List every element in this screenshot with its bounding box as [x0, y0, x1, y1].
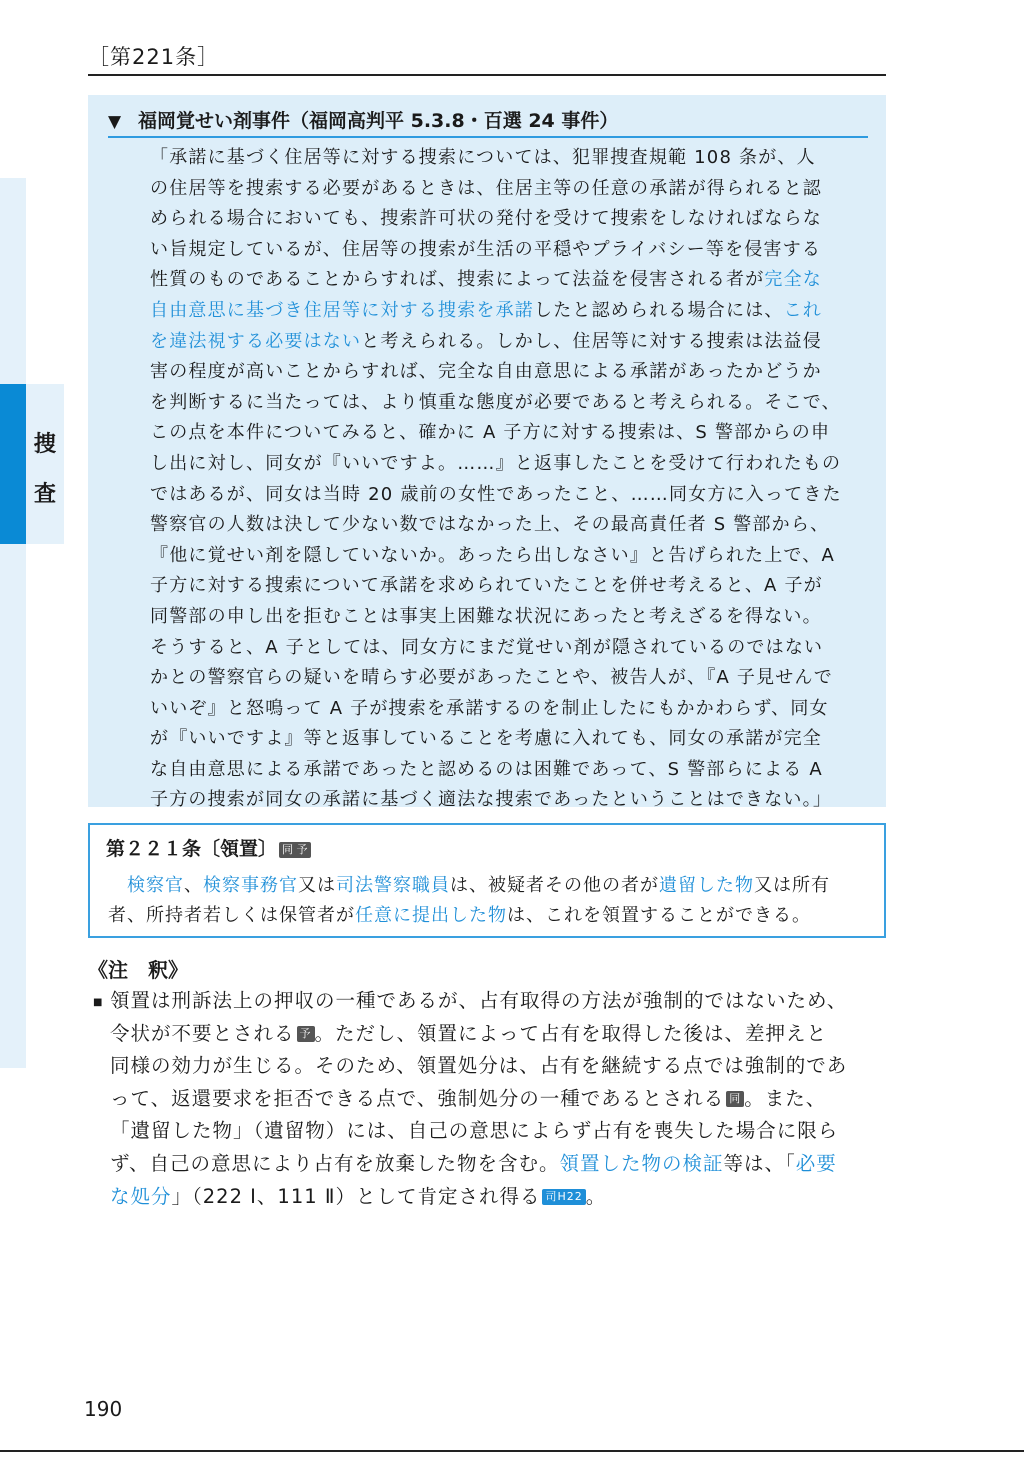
highlighted-text: 司法警察職員 [336, 875, 450, 896]
text-line [150, 785, 870, 816]
text-segment: 子方の捜索が同女の承諾に基づく適法な捜索であったということはできない。」 [150, 789, 833, 811]
text-segment: 同警部の申し出を拒むことは事実上困難な状況にあったと考えざるを得ない。 [150, 605, 822, 627]
highlighted-text: これ [783, 299, 823, 321]
notes-text [110, 985, 890, 1213]
text-segment: 領置は刑訴法上の押収の一種であるが、占有取得の方法が強制的ではないため、 [110, 989, 848, 1012]
text-line [150, 541, 870, 572]
source-badge-icon: 同 [726, 1091, 744, 1107]
text-line [110, 1181, 890, 1214]
bullet-icon: ■ [93, 997, 103, 1008]
text-segment: かとの警察官らの疑いを晴らす必要があったことや、被告人が、『A 子見せんで [150, 667, 833, 689]
chapter-tab-char-2: 査 [33, 482, 56, 507]
page-number: 190 [84, 1397, 123, 1421]
text-segment: が『いいですよ』等と返事していることを考慮に入れても、同女の承諾が完全 [150, 728, 822, 750]
text-segment: し出に対し、同女が『いいですよ。……』と返事したことを受けて行われたもの [150, 452, 842, 474]
text-line [150, 602, 870, 633]
text-line [150, 235, 870, 266]
text-line [110, 985, 890, 1018]
highlighted-text: を違法視する必要はない [150, 330, 362, 352]
side-strip [0, 178, 26, 1068]
text-line [110, 1050, 890, 1083]
highlighted-text: 検察官 [127, 875, 184, 896]
source-badge-icon: 司H22 [542, 1189, 585, 1205]
text-line [150, 174, 870, 205]
text-segment: 警察官の人数は決して少ない数ではなかった上、その最高責任者 S 警部から、 [150, 514, 830, 536]
triangle-icon: ▼ [108, 112, 122, 132]
text-segment: 」（222 Ⅰ、111 Ⅱ）として肯定され得る [171, 1184, 541, 1208]
text-segment: 。また、 [744, 1086, 827, 1110]
text-segment: 又は [298, 875, 336, 896]
text-line [150, 327, 870, 358]
highlighted-text: 遺留した物 [659, 875, 754, 896]
text-line [150, 571, 870, 602]
text-line [150, 755, 870, 786]
text-segment: 。ただし、領置によって占有を取得した後は、差押えと [314, 1021, 828, 1045]
text-line [110, 1018, 890, 1051]
article-text [108, 871, 878, 931]
text-line [150, 357, 870, 388]
text-segment: の住居等を捜索する必要があるときは、住居主等の任意の承諾が得られると認 [150, 177, 822, 199]
section-label: ［第221条］ [88, 45, 220, 69]
chapter-tab-label [30, 420, 60, 520]
text-segment: と考えられる。しかし、住居等に対する捜索は法益侵 [361, 330, 823, 352]
text-segment: を判断するに当たっては、より慎重な態度が必要であると考えられる。そこで、 [150, 391, 841, 413]
text-line [150, 296, 870, 327]
text-line [108, 871, 878, 901]
text-segment: ず、自己の意思により占有を放棄した物を含む。 [110, 1151, 560, 1175]
text-segment: 子方に対する捜索について承諾を求められていたことを併せ考えると、A 子が [150, 575, 823, 597]
highlighted-text: 必要 [795, 1151, 837, 1175]
case-quote [150, 143, 870, 816]
text-segment: いいぞ』と怒鳴って A 子が捜索を承諾するのを制止したにもかかわらず、同女 [150, 697, 829, 719]
source-badge-icon: 予 [297, 1026, 315, 1042]
chapter-tab-char-1: 捜 [33, 432, 56, 457]
chapter-tab-bar [0, 384, 26, 544]
case-title-text: 福岡覚せい剤事件（福岡高判平 5.3.8・百選 24 事件） [138, 110, 619, 132]
text-line [150, 694, 870, 725]
text-line [150, 510, 870, 541]
highlighted-text: 任意に提出した物 [355, 905, 507, 926]
text-segment: ではあるが、同女は当時 20 歳前の女性であったこと、……同女方に入ってきた [150, 483, 842, 505]
text-line [150, 265, 870, 296]
text-segment: い旨規定しているが、住居等の捜索が生活の平穏やプライバシー等を侵害する [150, 238, 822, 260]
notes-heading: 《注 釈》 [88, 958, 188, 982]
text-segment: められる場合においても、捜索許可状の発付を受けて捜索をしなければならな [150, 208, 822, 230]
exam-badge-icon: 同 予 [279, 842, 311, 858]
text-line [150, 388, 870, 419]
text-line [108, 901, 878, 931]
text-segment: って、返還要求を拒否できる点で、強制処分の一種であるとされる [110, 1086, 725, 1110]
text-line [150, 143, 870, 174]
text-line [110, 1115, 890, 1148]
text-segment: な自由意思による承諾であったと認めるのは困難であって、S 警部らによる A [150, 758, 823, 780]
highlighted-text: 自由意思に基づき住居等に対する捜索を承諾 [150, 299, 534, 321]
text-line [150, 480, 870, 511]
article-title-text: 第２２１条〔領置〕 [106, 838, 278, 860]
text-segment: 「承諾に基づく住居等に対する捜索については、犯罪捜査規範 108 条が、人 [150, 147, 816, 168]
article-title [106, 834, 311, 864]
text-segment: 、 [184, 875, 203, 896]
text-segment: 「遺留した物」（遺留物）には、自己の意思によらず占有を喪失した場合に限ら [110, 1119, 839, 1143]
highlighted-text: 領置した物の検証 [559, 1151, 724, 1175]
text-segment [108, 875, 127, 896]
text-line [150, 418, 870, 449]
text-segment: は、被疑者その他の者が [450, 875, 659, 896]
text-line [150, 204, 870, 235]
text-line [150, 449, 870, 480]
text-segment: 同様の効力が生じる。そのため、領置処分は、占有を継続する点では強制的であ [110, 1054, 848, 1078]
highlighted-text: 完全な [764, 269, 823, 291]
case-title [108, 106, 868, 138]
text-segment: したと認められる場合には、 [534, 299, 784, 321]
text-line [150, 633, 870, 664]
text-segment: 令状が不要とされる [110, 1021, 295, 1045]
text-segment: は、これを領置することができる。 [507, 905, 811, 926]
text-segment: 者、所持者若しくは保管者が [108, 905, 355, 926]
text-segment: この点を本件についてみると、確かに A 子方に対する捜索は、S 警部からの申 [150, 422, 831, 444]
text-segment: 性質のものであることからすれば、捜索によって法益を侵害される者が [150, 269, 765, 291]
text-line [150, 663, 870, 694]
highlighted-text: な処分 [110, 1184, 172, 1208]
text-line [110, 1083, 890, 1116]
section-header [88, 42, 886, 76]
footer-divider [0, 1450, 1024, 1452]
highlighted-text: 検察事務官 [203, 875, 298, 896]
text-segment: 害の程度が高いことからすれば、完全な自由意思による承諾があったかどうか [150, 361, 822, 383]
text-line [110, 1148, 890, 1181]
text-segment: 。 [585, 1184, 607, 1208]
text-segment: 又は所有 [754, 875, 830, 896]
text-segment: 『他に覚せい剤を隠していないか。あったら出しなさい』と告げられた上で、A [150, 544, 835, 566]
text-segment: 等は、「 [723, 1151, 796, 1175]
text-segment: そうすると、A 子としては、同女方にまだ覚せい剤が隠されているのではない [150, 636, 824, 658]
text-line [150, 724, 870, 755]
